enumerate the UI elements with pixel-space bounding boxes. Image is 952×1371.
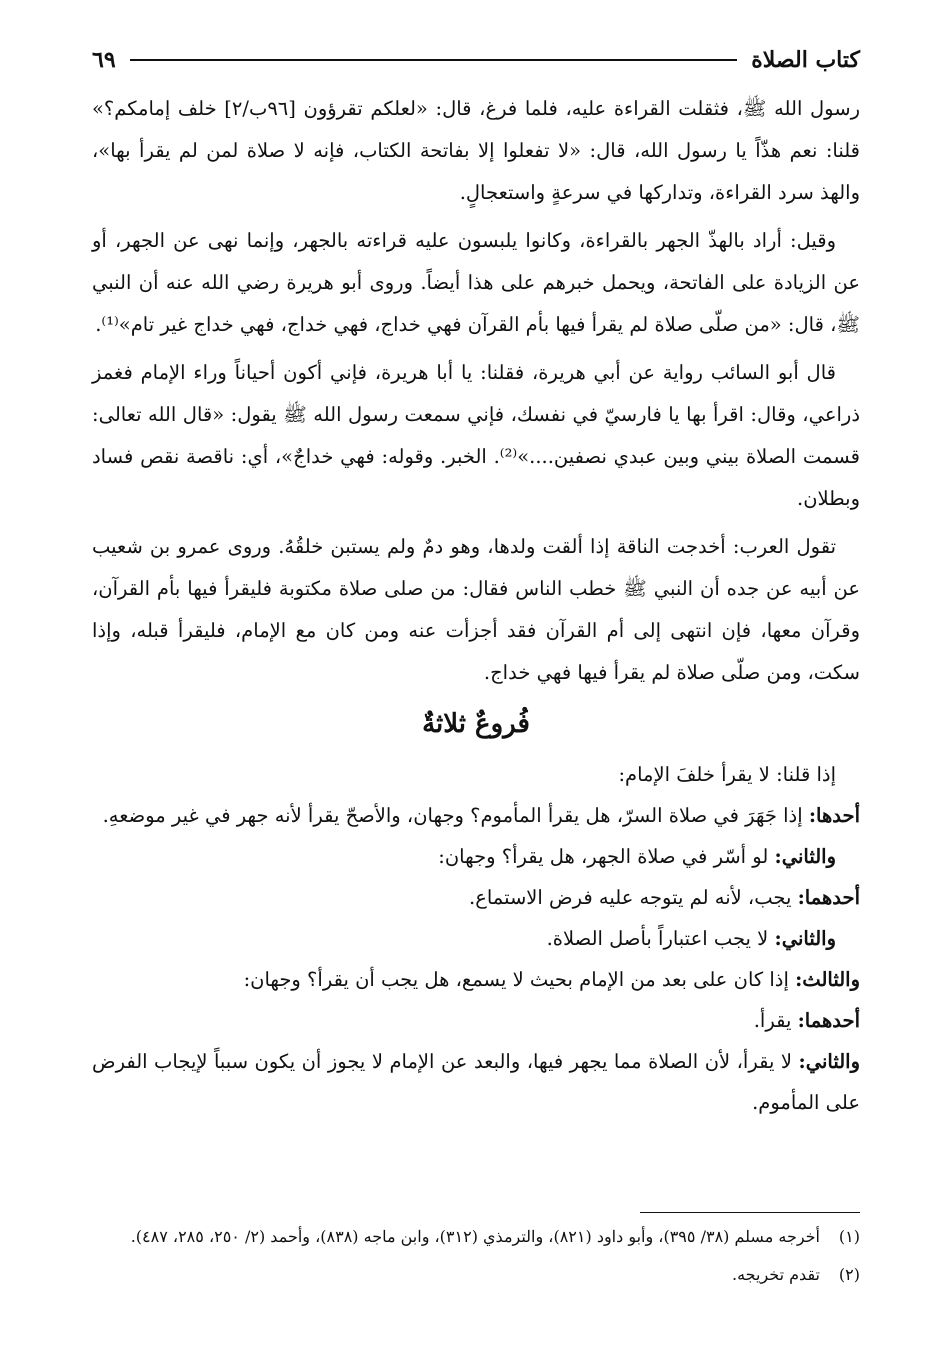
footnote-number: (٢) [838,1265,860,1284]
item-text: إذا جَهَرَ في صلاة السرّ، هل يقرأ المأموم؟ وجهان، والأصحّ يقرأ لأنه جهر في غير موضعهِ. [102,804,803,827]
main-text [92,88,860,1123]
item-label: والثاني: [798,1050,860,1073]
item-label: أحدهما: [797,1009,860,1032]
item-text: إذا كان على بعد من الإمام بحيث لا يسمع، هل يجب أن يقرأ؟ وجهان: [243,968,789,991]
paragraph: تقول العرب: أخدجت الناقة إذا ألقت ولدها، وهو دمٌ ولم يستبن خلقُهُ. وروى عمرو بن شعيب عن أبيه عن جده أن النبي ﷺ خطب الناس فقال: من صلى صلاة مكتوبة فليقرأ فيها بأم القرآن، وقرآن معها، فإن انتهى إلى أم القرآن فقد أجزأت عنه ومن كان مع الإمام، فليقرأ قبله، وإذا سكت، ومن صلّى صلاة لم يقرأ فيها فهي خداج. [92,535,860,684]
paragraph: قال أبو السائب رواية عن أبي هريرة، فقلنا: يا أبا هريرة، فإني أكون أحياناً وراء الإمام فغمز ذراعي، وقال: اقرأ بها يا فارسيّ في نفسك، فإني سمعت رسول الله ﷺ يقول: «قال الله تعالى: قسمت الصلاة بيني وبين عبدي نصفين....»⁽²⁾. الخبر. وقوله: فهي خداجٌ»، أي: ناقصة نقص فساد وبطلان. [92,361,860,510]
paragraph: رسول الله ﷺ، فثقلت القراءة عليه، فلما فرغ، قال: «لعلكم تقرؤون [٩٦ب/٢] خلف إمامكم؟» قلنا: نعم هذّاً يا رسول الله، قال: «لا تفعلوا إلا بفاتحة الكتاب، فإنه لا صلاة لمن لم يقرأ بها»، والهذ سرد القراءة، وتداركها في سرعةٍ واستعجالٍ. [92,97,861,204]
list-item [92,877,860,918]
section-heading: فُروعٌ ثلاثةٌ [422,709,530,739]
item-label: والثاني: [774,845,836,868]
footnote-text: أخرجه مسلم (٣٨/ ٣٩٥)، وأبو داود (٨٢١)، والترمذي (٣١٢)، وابن ماجه (٨٣٨)، وأحمد (٢/ ٢٥٠، ٢٨٥، ٤٨٧). [130,1227,820,1246]
running-title: كتاب الصلاة [751,47,860,73]
footnote [92,1222,860,1252]
item-label: أحدها: [808,804,860,827]
footnote [92,1260,860,1290]
footnote-number: (١) [838,1227,860,1246]
item-label: أحدهما: [797,886,860,909]
footnote-divider [640,1212,860,1213]
item-text: لو أسّر في صلاة الجهر، هل يقرأ؟ وجهان: [438,845,769,868]
footnote-text: تقدم تخريجه. [732,1265,820,1284]
list-item [92,754,860,795]
list-item [92,1041,860,1123]
item-text: إذا قلنا: لا يقرأ خلفَ الإمام: [618,763,836,786]
footnotes [92,1222,860,1298]
item-label: والثاني: [774,927,836,950]
item-text: لا يجب اعتباراً بأصل الصلاة. [546,927,769,950]
page-number: ٦٩ [92,47,116,73]
item-label: والثالث: [795,968,860,991]
paragraph: وقيل: أراد بالهذّ الجهر بالقراءة، وكانوا يلبسون عليه قراءته بالجهر، وإنما نهى عن الجهر، أو عن الزيادة على الفاتحة، ويحمل خبرهم على هذا أيضاً. وروى أبو هريرة رضي الله عنه أن النبي ﷺ، قال: «من صلّى صلاة لم يقرأ فيها بأم القرآن فهي خداج، فهي خداج، فهي خداج غير تام»⁽¹⁾. [92,229,860,336]
list-item [92,918,860,959]
item-text: يجب، لأنه لم يتوجه عليه فرض الاستماع. [469,886,792,909]
list-item [92,795,860,836]
item-text: لا يقرأ، لأن الصلاة مما يجهر فيها، والبعد عن الإمام لا يجوز أن يكون سبباً لإيجاب الفرض على المأموم. [92,1050,860,1114]
item-text: يقرأ. [753,1009,792,1032]
header-rule [130,59,738,61]
list-item [92,959,860,1000]
page-header [92,40,860,80]
list-item [92,836,860,877]
list-item [92,1000,860,1041]
